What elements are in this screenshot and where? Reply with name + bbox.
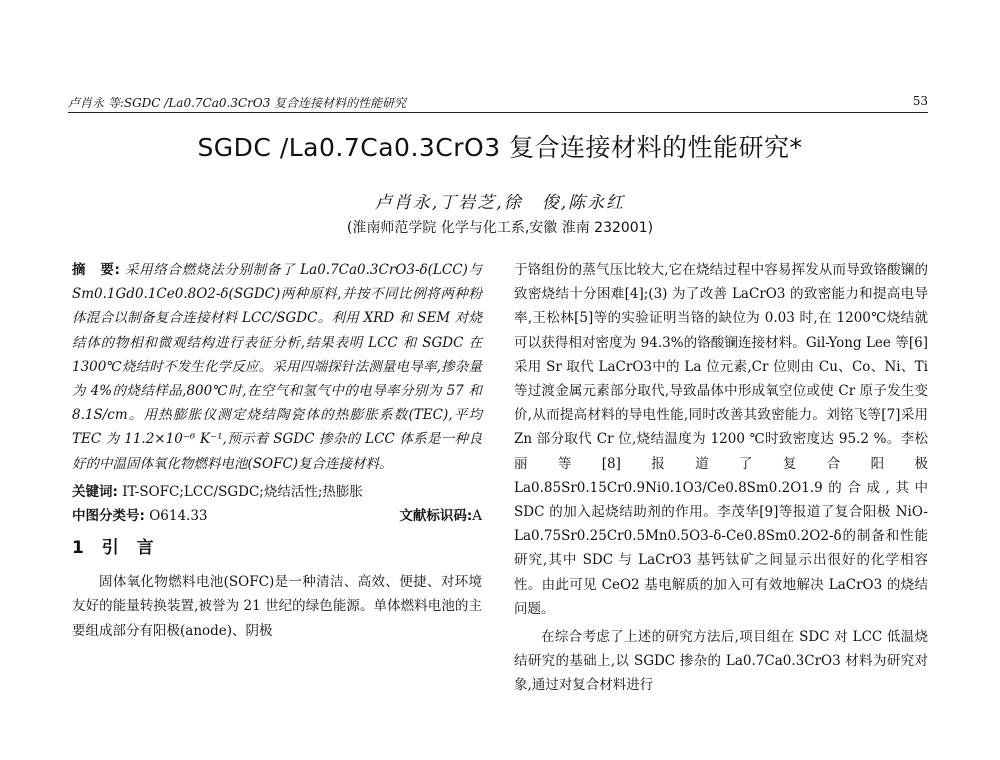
- abstract: [72, 258, 482, 476]
- affiliation: (淮南师范学院 化学与化工系,安徽 淮南 232001): [346, 220, 654, 236]
- keywords: [72, 480, 482, 504]
- clc-label: 中图分类号:: [72, 508, 145, 525]
- right-column: [514, 258, 928, 698]
- paper-title: SGDC /La0.7Ca0.3CrO3 复合连接材料的性能研究*: [197, 133, 803, 162]
- clc-value: O614.33: [149, 508, 208, 525]
- keywords-text: IT-SOFC;LCC/SGDC;烧结活性;热膨胀: [122, 483, 363, 500]
- body-paragraph-2: 在综合考虑了上述的研究方法后,项目组在 SDC 对 LCC 低温烧结研究的基础上,以 SGDC 掺杂的 La0.7Ca0.3CrO3 材料为研究对象,通过对复合材料进行: [514, 629, 928, 694]
- running-head: [68, 92, 928, 113]
- running-head-title: 卢肖永 等:SGDC /La0.7Ca0.3CrO3 复合连接材料的性能研究: [68, 96, 407, 110]
- keywords-label: 关键词:: [72, 483, 118, 500]
- classification-line: [72, 504, 482, 528]
- left-column: [72, 258, 482, 643]
- doc-code-value: A: [472, 508, 482, 525]
- author-list: 卢肖永,丁岩芝,徐 俊,陈永红: [374, 193, 626, 213]
- section-heading-introduction: 1 引 言: [72, 538, 160, 559]
- intro-paragraph: 固体氧化物燃料电池(SOFC)是一种清洁、高效、便捷、对环境友好的能量转换装置,被誉为 21 世纪的绿色能源。单体燃料电池的主要组成部分有阳极(anode)、阴极: [72, 574, 482, 639]
- abstract-label: 摘 要:: [72, 262, 120, 278]
- page-number: 53: [912, 94, 928, 108]
- abstract-text: 采用络合燃烧法分别制备了 La0.7Ca0.3CrO3-δ(LCC)与 Sm0.1Gd0.1Ce0.8O2-δ(SGDC)两种原料,并按不同比例将两种粉体混合以制备复合连接材料 LCC/SGDC。利用 XRD 和 SEM 对烧结体的物相和微观结构进行表征分析,结果表明 LCC 和 SGDC 在 1300℃烧结时不发生化学反应。采用四端探针法测量电导率,掺杂量为 4%的烧结样品,800℃时,在空气和氢气中的电导率分别为 57 和 8.1S/cm。用热膨胀仪测定烧结陶瓷体的热膨胀系数(TEC),平均 TEC 为 11.2×10⁻⁶ K⁻¹,预示着 SGDC 掺杂的 LCC 体系是一种良好的中温固体氧化物燃料电池(SOFC)复合连接材料。: [72, 262, 482, 472]
- doc-code-label: 文献标识码:: [399, 508, 473, 525]
- body-paragraph-1: 于铬组份的蒸气压比较大,它在烧结过程中容易挥发从而导致铬酸镧的致密烧结十分困难[4];(3) 为了改善 LaCrO3 的致密能力和提高电导率,王松林[5]等的实验证明当铬的缺位为 0.03 时,在 1200℃烧结就可以获得相对密度为 94.3%的铬酸镧连接材料。Gil-Yong Lee 等[6]采用 Sr 取代 LaCrO3中的 La 位元素,Cr 位则由 Cu、Co、Ni、Ti 等过渡金属元素部分取代,导致晶体中形成氧空位或使 Cr 原子发生变价,从而提高材料的导电性能,同时改善其致密能力。刘铭飞等[7]采用 Zn 部分取代 Cr 位,烧结温度为 1200 ℃时致密度达 95.2 %。李松丽等[8]报道了复合阳极 La0.85Sr0.15Cr0.9Ni0.1O3/Ce0.8Sm0.2O1.9的合成,其中 SDC 的加入起烧结助剂的作用。李茂华[9]等报道了复合阳极 NiO-La0.75Sr0.25Cr0.5Mn0.5O3-δ-Ce0.8Sm0.2O2-δ的制备和性能研究,其中 SDC 与 LaCrO3 基钙钛矿之间显示出很好的化学相容性。由此可见 CeO2 基电解质的加入可有效地解决 LaCrO3 的烧结问题。: [514, 262, 928, 617]
- document-code: [399, 504, 482, 528]
